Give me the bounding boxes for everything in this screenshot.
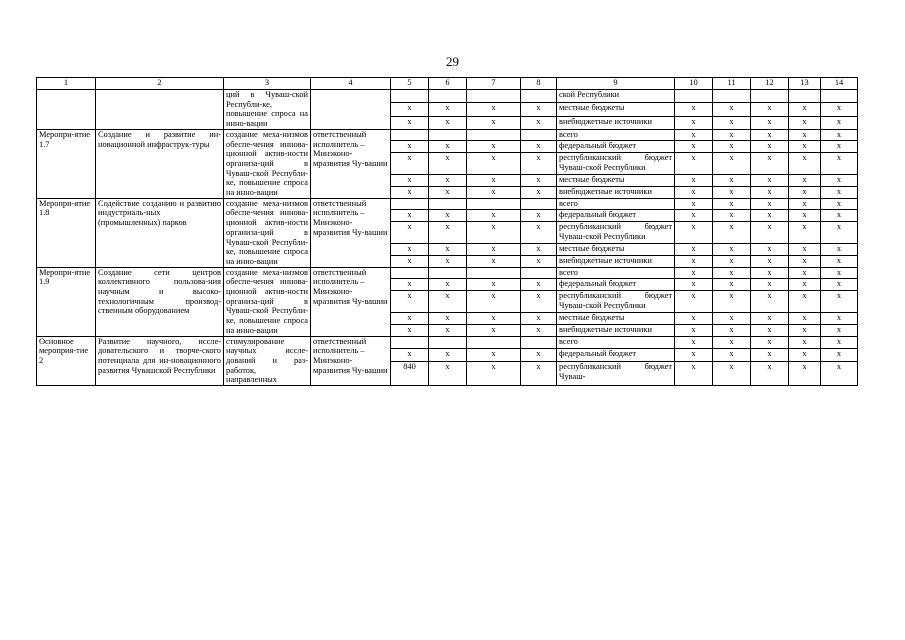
funding-source-cell: внебюджетные источники bbox=[557, 116, 675, 129]
funding-source-cell: федеральный бюджет bbox=[557, 141, 675, 153]
value-cell: x bbox=[713, 222, 751, 244]
value-cell bbox=[521, 198, 557, 210]
table-row bbox=[37, 90, 858, 103]
funding-source-cell: всего bbox=[557, 129, 675, 141]
value-cell: x bbox=[713, 210, 751, 222]
value-cell: x bbox=[675, 267, 713, 279]
value-cell: x bbox=[789, 187, 821, 199]
value-cell: x bbox=[789, 349, 821, 362]
value-cell bbox=[521, 90, 557, 103]
value-cell: x bbox=[675, 255, 713, 267]
value-cell: x bbox=[821, 324, 858, 336]
value-cell: x bbox=[713, 290, 751, 312]
value-cell: x bbox=[713, 324, 751, 336]
value-cell bbox=[429, 90, 467, 103]
value-cell: x bbox=[429, 116, 467, 129]
value-cell: x bbox=[751, 116, 789, 129]
value-cell: x bbox=[821, 222, 858, 244]
value-cell: x bbox=[789, 267, 821, 279]
value-cell: x bbox=[751, 141, 789, 153]
activity-name-cell: Содействие созданию и развитию индустриаль-ных (промышленных) парков bbox=[96, 198, 224, 267]
value-cell bbox=[467, 90, 521, 103]
value-cell: x bbox=[521, 313, 557, 325]
value-cell: x bbox=[391, 210, 429, 222]
value-cell bbox=[467, 267, 521, 279]
funding-source-cell: ской Республики bbox=[557, 90, 675, 103]
column-header: 6 bbox=[429, 78, 467, 90]
value-cell: x bbox=[821, 336, 858, 349]
program-table bbox=[36, 77, 858, 386]
funding-source-cell: республиканский бюджет Чуваш-ской Республики bbox=[557, 153, 675, 175]
funding-source-cell: местные бюджеты bbox=[557, 103, 675, 116]
value-cell: x bbox=[821, 198, 858, 210]
value-cell: x bbox=[521, 210, 557, 222]
value-cell: x bbox=[467, 103, 521, 116]
value-cell: x bbox=[713, 141, 751, 153]
value-cell bbox=[391, 198, 429, 210]
activity-goal-cell: создание меха-низмов обеспе-чения иннова-ционной актив-ности организа-ций в Чуваш-ской Республи-ке, повышение спроса на инно-вации bbox=[224, 267, 311, 336]
column-header: 9 bbox=[557, 78, 675, 90]
value-cell: x bbox=[675, 103, 713, 116]
value-cell bbox=[751, 90, 789, 103]
activity-id-cell: Меропри-ятие 1.7 bbox=[37, 129, 96, 198]
activity-name-cell bbox=[96, 90, 224, 130]
funding-source-cell: внебюджетные источники bbox=[557, 187, 675, 199]
funding-source-cell: внебюджетные источники bbox=[557, 324, 675, 336]
activity-id-cell: Меропри-ятие 1.8 bbox=[37, 198, 96, 267]
value-cell bbox=[675, 90, 713, 103]
value-cell: x bbox=[789, 313, 821, 325]
value-cell: x bbox=[429, 103, 467, 116]
value-cell: x bbox=[789, 129, 821, 141]
value-cell: x bbox=[821, 279, 858, 291]
value-cell: x bbox=[521, 361, 557, 385]
value-cell: x bbox=[789, 361, 821, 385]
value-cell: x bbox=[391, 279, 429, 291]
value-cell: x bbox=[521, 141, 557, 153]
activity-name-cell: Создание сети центров коллективного пользова-ния научным и высоко-технологичным производ-ственным оборудованием bbox=[96, 267, 224, 336]
value-cell: x bbox=[675, 141, 713, 153]
value-cell: x bbox=[713, 361, 751, 385]
value-cell: x bbox=[713, 116, 751, 129]
value-cell: x bbox=[467, 153, 521, 175]
value-cell: x bbox=[391, 141, 429, 153]
value-cell: x bbox=[713, 313, 751, 325]
value-cell: x bbox=[821, 255, 858, 267]
value-cell: x bbox=[751, 198, 789, 210]
value-cell: x bbox=[429, 210, 467, 222]
value-cell: x bbox=[429, 279, 467, 291]
column-header: 8 bbox=[521, 78, 557, 90]
table-row bbox=[37, 267, 858, 279]
value-cell: x bbox=[821, 244, 858, 256]
value-cell: x bbox=[675, 210, 713, 222]
value-cell: x bbox=[751, 313, 789, 325]
value-cell: x bbox=[821, 129, 858, 141]
value-cell: x bbox=[429, 361, 467, 385]
value-cell: x bbox=[391, 349, 429, 362]
value-cell: x bbox=[675, 279, 713, 291]
value-cell: x bbox=[751, 279, 789, 291]
value-cell: x bbox=[751, 290, 789, 312]
value-cell bbox=[391, 267, 429, 279]
value-cell: x bbox=[789, 175, 821, 187]
funding-source-cell: республиканский бюджет Чуваш-ской Республики bbox=[557, 290, 675, 312]
value-cell: x bbox=[675, 324, 713, 336]
column-header: 12 bbox=[751, 78, 789, 90]
value-cell: x bbox=[821, 361, 858, 385]
funding-source-cell: всего bbox=[557, 267, 675, 279]
value-cell: x bbox=[467, 187, 521, 199]
value-cell: x bbox=[789, 103, 821, 116]
value-cell: x bbox=[429, 255, 467, 267]
value-cell bbox=[789, 90, 821, 103]
table-row bbox=[37, 336, 858, 349]
activity-goal-cell: стимулирование научных иссле-дований и раз-работок, направленных bbox=[224, 336, 311, 386]
value-cell: x bbox=[521, 349, 557, 362]
value-cell bbox=[821, 90, 858, 103]
funding-source-cell: федеральный бюджет bbox=[557, 279, 675, 291]
value-cell: x bbox=[675, 336, 713, 349]
value-cell: x bbox=[675, 244, 713, 256]
funding-source-cell: местные бюджеты bbox=[557, 313, 675, 325]
value-cell: x bbox=[789, 153, 821, 175]
value-cell: x bbox=[821, 175, 858, 187]
value-cell: x bbox=[467, 361, 521, 385]
value-cell: x bbox=[467, 222, 521, 244]
value-cell: x bbox=[789, 255, 821, 267]
value-cell bbox=[391, 336, 429, 349]
value-cell bbox=[429, 267, 467, 279]
value-cell: x bbox=[751, 153, 789, 175]
value-cell: x bbox=[821, 349, 858, 362]
value-cell: x bbox=[391, 187, 429, 199]
value-cell: x bbox=[521, 279, 557, 291]
value-cell: x bbox=[467, 255, 521, 267]
value-cell: x bbox=[675, 349, 713, 362]
value-cell: x bbox=[521, 222, 557, 244]
value-cell: x bbox=[713, 198, 751, 210]
value-cell: x bbox=[713, 153, 751, 175]
value-cell bbox=[467, 198, 521, 210]
value-cell: x bbox=[751, 267, 789, 279]
value-cell: x bbox=[521, 175, 557, 187]
value-cell: x bbox=[391, 103, 429, 116]
value-cell: x bbox=[675, 187, 713, 199]
value-cell: x bbox=[789, 336, 821, 349]
value-cell: x bbox=[789, 279, 821, 291]
value-cell bbox=[429, 129, 467, 141]
value-cell bbox=[429, 198, 467, 210]
activity-name-cell: Развитие научного, иссле-довательского и творче-ского потенциала для ин-новационного развития Чувашской Республики bbox=[96, 336, 224, 386]
value-cell: x bbox=[751, 336, 789, 349]
value-cell: x bbox=[391, 324, 429, 336]
value-cell: x bbox=[713, 187, 751, 199]
value-cell: x bbox=[391, 244, 429, 256]
executor-cell: ответственный исполнитель – Минэконо-мразвития Чу-вашии bbox=[311, 129, 391, 198]
value-cell: x bbox=[467, 279, 521, 291]
value-cell: x bbox=[789, 198, 821, 210]
value-cell: x bbox=[467, 324, 521, 336]
value-cell: x bbox=[751, 324, 789, 336]
column-header: 11 bbox=[713, 78, 751, 90]
activity-goal-cell: ций в Чуваш-ской Республи-ке, повышение спроса на инно-вации bbox=[224, 90, 311, 130]
value-cell: x bbox=[675, 290, 713, 312]
funding-source-cell: республиканский бюджет Чуваш-ской Республики bbox=[557, 222, 675, 244]
value-cell: x bbox=[751, 244, 789, 256]
value-cell: x bbox=[751, 129, 789, 141]
activity-id-cell: Основное мероприя-тие 2 bbox=[37, 336, 96, 386]
value-cell: x bbox=[789, 324, 821, 336]
value-cell bbox=[521, 267, 557, 279]
table-row bbox=[37, 129, 858, 141]
value-cell: x bbox=[751, 210, 789, 222]
column-header: 10 bbox=[675, 78, 713, 90]
activity-goal-cell: создание меха-низмов обеспе-чения иннова-ционной актив-ности организа-ций в Чуваш-ской Республи-ке, повышение спроса на инно-вации bbox=[224, 198, 311, 267]
funding-source-cell: всего bbox=[557, 336, 675, 349]
value-cell: x bbox=[821, 141, 858, 153]
value-cell: x bbox=[391, 255, 429, 267]
value-cell: x bbox=[429, 175, 467, 187]
value-cell: x bbox=[467, 210, 521, 222]
value-cell: x bbox=[675, 313, 713, 325]
executor-cell: ответственный исполнитель – Минэконо-мразвития Чу-вашии bbox=[311, 267, 391, 336]
value-cell: x bbox=[675, 198, 713, 210]
value-cell: x bbox=[675, 116, 713, 129]
value-cell bbox=[429, 336, 467, 349]
value-cell: x bbox=[713, 267, 751, 279]
value-cell: x bbox=[713, 103, 751, 116]
funding-source-cell: всего bbox=[557, 198, 675, 210]
value-cell: x bbox=[521, 290, 557, 312]
value-cell bbox=[391, 129, 429, 141]
value-cell: x bbox=[429, 141, 467, 153]
funding-source-cell: федеральный бюджет bbox=[557, 349, 675, 362]
value-cell: x bbox=[713, 349, 751, 362]
value-cell: x bbox=[391, 222, 429, 244]
value-cell: x bbox=[821, 116, 858, 129]
value-cell: x bbox=[675, 361, 713, 385]
value-cell: x bbox=[429, 222, 467, 244]
funding-source-cell: федеральный бюджет bbox=[557, 210, 675, 222]
value-cell: x bbox=[521, 324, 557, 336]
value-cell: x bbox=[429, 349, 467, 362]
value-cell: x bbox=[821, 313, 858, 325]
column-header: 5 bbox=[391, 78, 429, 90]
value-cell: x bbox=[713, 279, 751, 291]
value-cell: x bbox=[429, 187, 467, 199]
value-cell: x bbox=[713, 175, 751, 187]
value-cell: x bbox=[789, 222, 821, 244]
column-header: 13 bbox=[789, 78, 821, 90]
column-header: 4 bbox=[311, 78, 391, 90]
column-header: 3 bbox=[224, 78, 311, 90]
funding-source-cell: республиканский бюджет Чуваш- bbox=[557, 361, 675, 385]
value-cell: x bbox=[675, 222, 713, 244]
value-cell: x bbox=[751, 255, 789, 267]
header-row bbox=[37, 78, 858, 90]
value-cell: x bbox=[789, 116, 821, 129]
value-cell: x bbox=[429, 324, 467, 336]
activity-name-cell: Создание и развитие ин-новационной инфраструк-туры bbox=[96, 129, 224, 198]
value-cell bbox=[391, 90, 429, 103]
column-header: 7 bbox=[467, 78, 521, 90]
value-cell: x bbox=[821, 267, 858, 279]
value-cell: x bbox=[429, 290, 467, 312]
value-cell: x bbox=[751, 175, 789, 187]
page-number: 29 bbox=[446, 54, 459, 69]
value-cell: x bbox=[821, 153, 858, 175]
value-cell: x bbox=[391, 313, 429, 325]
value-cell: x bbox=[521, 244, 557, 256]
value-cell: x bbox=[391, 153, 429, 175]
value-cell: x bbox=[467, 244, 521, 256]
value-cell: x bbox=[751, 349, 789, 362]
value-cell: x bbox=[713, 129, 751, 141]
value-cell: x bbox=[521, 153, 557, 175]
value-cell: x bbox=[821, 210, 858, 222]
value-cell: x bbox=[751, 103, 789, 116]
value-cell bbox=[467, 336, 521, 349]
value-cell bbox=[521, 129, 557, 141]
value-cell: x bbox=[429, 244, 467, 256]
value-cell: x bbox=[391, 290, 429, 312]
funding-source-cell: внебюджетные источники bbox=[557, 255, 675, 267]
value-cell: x bbox=[821, 103, 858, 116]
column-header: 14 bbox=[821, 78, 858, 90]
value-cell: 840 bbox=[391, 361, 429, 385]
value-cell: x bbox=[429, 153, 467, 175]
value-cell: x bbox=[713, 244, 751, 256]
value-cell: x bbox=[467, 349, 521, 362]
value-cell: x bbox=[751, 187, 789, 199]
value-cell: x bbox=[821, 187, 858, 199]
value-cell bbox=[467, 129, 521, 141]
activity-id-cell: Меропри-ятие 1.9 bbox=[37, 267, 96, 336]
value-cell: x bbox=[789, 290, 821, 312]
value-cell: x bbox=[713, 255, 751, 267]
value-cell: x bbox=[521, 187, 557, 199]
value-cell: x bbox=[789, 244, 821, 256]
value-cell: x bbox=[675, 175, 713, 187]
value-cell: x bbox=[521, 116, 557, 129]
value-cell: x bbox=[789, 210, 821, 222]
executor-cell bbox=[311, 90, 391, 130]
value-cell: x bbox=[713, 336, 751, 349]
value-cell bbox=[521, 336, 557, 349]
executor-cell: ответственный исполнитель – Минэконо-мразвития Чу-вашии bbox=[311, 198, 391, 267]
value-cell: x bbox=[391, 175, 429, 187]
value-cell: x bbox=[467, 141, 521, 153]
value-cell: x bbox=[789, 141, 821, 153]
value-cell bbox=[713, 90, 751, 103]
table-row bbox=[37, 198, 858, 210]
executor-cell: ответственный исполнитель – Минэконо-мразвития Чу-вашии bbox=[311, 336, 391, 386]
value-cell: x bbox=[751, 361, 789, 385]
activity-goal-cell: создание меха-низмов обеспе-чения иннова-ционной актив-ности организа-ций в Чуваш-ской Республи-ке, повышение спроса на инно-вации bbox=[224, 129, 311, 198]
column-header: 1 bbox=[37, 78, 96, 90]
activity-id-cell bbox=[37, 90, 96, 130]
value-cell: x bbox=[467, 116, 521, 129]
column-header: 2 bbox=[96, 78, 224, 90]
funding-source-cell: местные бюджеты bbox=[557, 244, 675, 256]
value-cell: x bbox=[751, 222, 789, 244]
funding-source-cell: местные бюджеты bbox=[557, 175, 675, 187]
value-cell: x bbox=[429, 313, 467, 325]
value-cell: x bbox=[821, 290, 858, 312]
value-cell: x bbox=[391, 116, 429, 129]
value-cell: x bbox=[521, 103, 557, 116]
value-cell: x bbox=[467, 313, 521, 325]
value-cell: x bbox=[467, 175, 521, 187]
value-cell: x bbox=[467, 290, 521, 312]
value-cell: x bbox=[675, 129, 713, 141]
value-cell: x bbox=[675, 153, 713, 175]
value-cell: x bbox=[521, 255, 557, 267]
